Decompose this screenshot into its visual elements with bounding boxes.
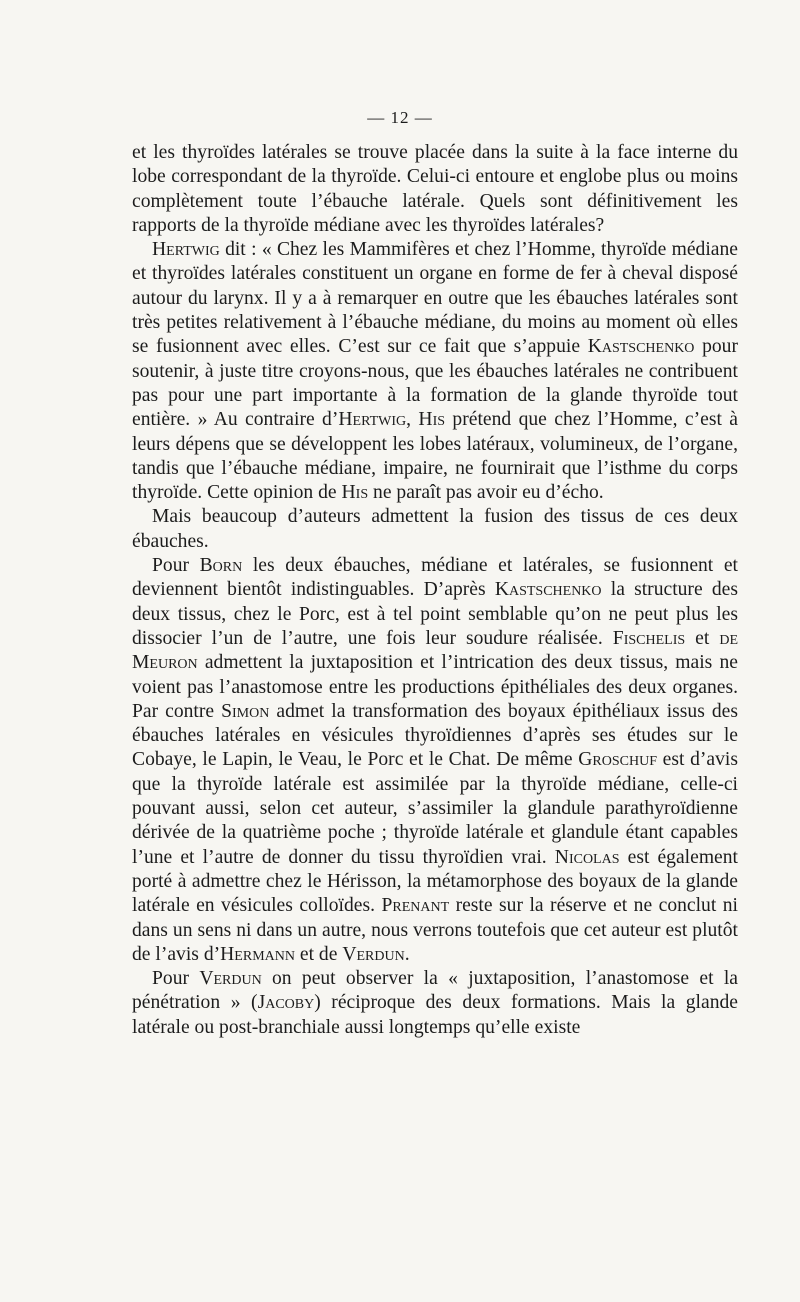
author-name: Fischelis xyxy=(612,627,686,649)
author-name: Prenant xyxy=(381,895,450,917)
text-run: . xyxy=(404,943,410,965)
paragraph-2 xyxy=(132,238,738,505)
text-run: et de xyxy=(294,943,343,965)
text-run: admettent la juxtaposition et l’intrication des deux tissus, mais ne voient pas l’anastomose entre les productions épithéliales des deux organes. Par contre xyxy=(132,652,738,722)
text-run: ne paraît pas avoir eu d’écho. xyxy=(368,482,604,504)
author-name: Born xyxy=(199,555,243,577)
author-name: Verdun xyxy=(199,968,262,990)
text-run: les deux ébauches, médiane et latérales, se fusionnent et deviennent bientôt indistinguables. D’après xyxy=(132,555,738,601)
text-run: ) réciproque des deux formations. Mais la glande latérale ou post-branchiale aussi longtemps qu’elle existe xyxy=(132,992,738,1038)
author-name: Kastschenko xyxy=(587,336,695,358)
body-text xyxy=(132,141,738,1040)
paragraph-3 xyxy=(132,505,738,554)
author-name: His xyxy=(418,409,446,431)
author-name: Hertwig xyxy=(152,239,220,261)
text-run: pour soutenir, à juste titre croyons-nous, que les ébauches latérales ne contribuent pas pour une part importante à la formation de la glande thyroïde tout entière. » Au contraire d’ xyxy=(132,336,738,431)
text-run: et les thyroïdes latérales se trouve placée dans la suite à la face interne du lobe correspondant de la thyroïde. Celui-ci entoure et englobe plus ou moins complètement toute l’ébauche latérale. Quels sont définitivement les rapports de la thyroïde médiane avec les thyroïdes latérales? xyxy=(132,142,738,236)
text-run: Pour xyxy=(152,968,200,990)
author-name: Hertwig xyxy=(338,409,407,431)
text-run: Mais beaucoup d’auteurs admettent la fusion des tissus de ces deux ébauches. xyxy=(132,506,738,552)
text-run: Pour xyxy=(152,555,200,577)
author-name: Hermann xyxy=(220,943,295,965)
author-name: Verdun xyxy=(342,943,405,965)
author-name: Simon xyxy=(221,700,270,722)
text-run: reste sur la réserve et ne conclut ni dans un sens ni dans un autre, nous verrons toutefois que cet auteur est plutôt de l’avis d’ xyxy=(132,895,738,965)
author-name: His xyxy=(341,482,369,504)
text-run: est d’avis que la thyroïde latérale est assimilée par la thyroïde médiane, celle-ci pouvant aussi, selon cet auteur, s’assimiler la glandule parathyroïdienne dérivée de la quatrième poche ; thyroïde latérale et glandule étant capables l’une et l’autre de donner du tissu thyroïdien vrai. xyxy=(132,749,738,868)
author-name: Kastschenko xyxy=(494,579,602,601)
text-run: on peut observer la « juxtaposition, l’anastomose et la pénétration » ( xyxy=(132,968,738,1014)
text-run: et xyxy=(685,627,720,649)
paragraph-4 xyxy=(132,554,738,967)
author-name: de Meuron xyxy=(132,627,739,674)
text-run: la structure des deux tissus, chez le Porc, est à tel point semblable qu’on ne peut plus les dissocier l’un de l’autre, une fois leur soudure réalisée. xyxy=(132,579,738,649)
text-run: prétend que chez l’Homme, c’est à leurs dépens que se développent les lobes latéraux, volumineux, de l’organe, tandis que l’ébauche médiane, impaire, ne fournirait que l’isthme du corps thyroïde. Cette opinion de xyxy=(132,409,738,504)
author-name: Jacoby xyxy=(257,992,315,1014)
paragraph-5 xyxy=(132,967,738,1040)
text-run: admet la transformation des boyaux épithéliaux issus des ébauches latérales en vésicules thyroïdiennes d’après ses études sur le Cobaye, le Lapin, le Veau, le Porc et le Chat. De même xyxy=(132,700,738,771)
page-number: — 12 — xyxy=(367,108,433,127)
author-name: Groschuf xyxy=(578,749,658,771)
text-run: , xyxy=(406,409,419,431)
text-run: dit : « Chez les Mammifères et chez l’Homme, thyroïde médiane et thyroïdes latérales constituent un organe en forme de fer à cheval disposé autour du larynx. Il y a à remarquer en outre que les ébauches latérales sont très petites relativement à l’ébauche médiane, du moins au moment où elles se fusionnent avec elles. C’est sur ce fait que s’appuie xyxy=(132,239,738,358)
text-run: est également porté à admettre chez le Hérisson, la métamorphose des boyaux de la glande latérale en vésicules colloïdes. xyxy=(132,846,738,917)
paragraph-1 xyxy=(132,141,738,238)
author-name: Nicolas xyxy=(554,846,620,868)
